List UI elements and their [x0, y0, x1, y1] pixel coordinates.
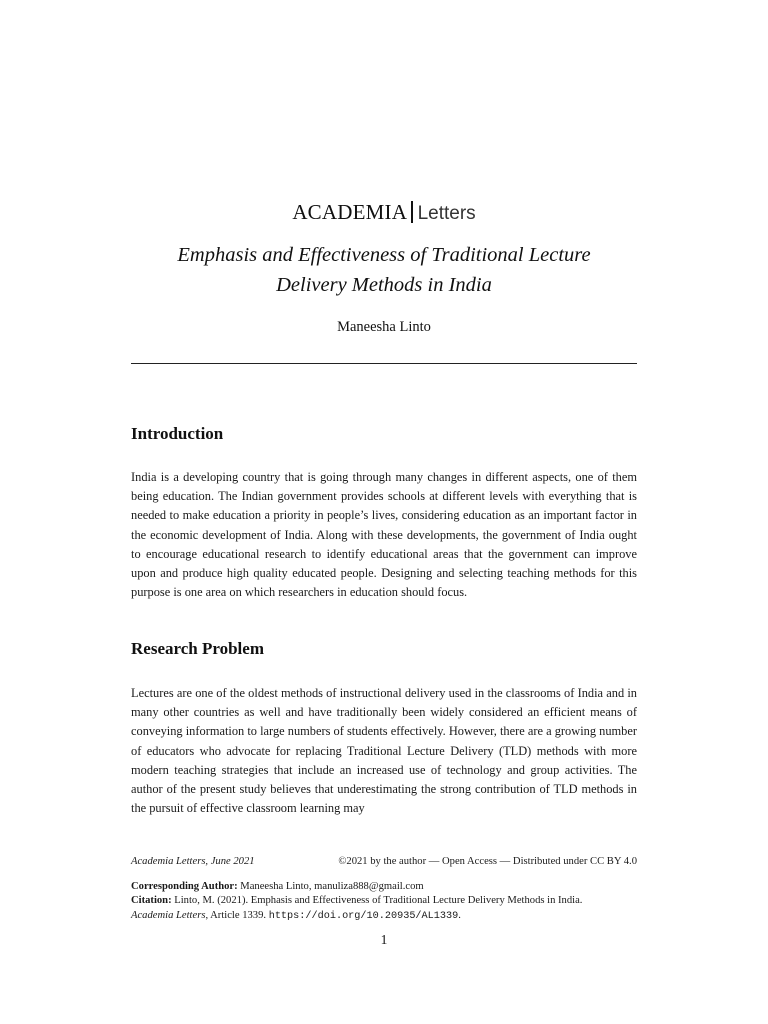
- citation-label: Citation:: [131, 895, 172, 907]
- corresponding-value: Maneesha Linto, manuliza888@gmail.com: [240, 881, 424, 892]
- license-notice: ©2021 by the author — Open Access — Distributed under CC BY 4.0: [338, 856, 637, 867]
- page-number: 1: [380, 932, 388, 947]
- corresponding-author: [131, 880, 651, 894]
- citation: [131, 894, 651, 908]
- masthead-divider: [411, 201, 413, 223]
- citation-doi-link[interactable]: https://doi.org/10.20935/AL1339: [268, 910, 459, 922]
- citation-continued: [131, 909, 651, 924]
- citation-value: Linto, M. (2021). Emphasis and Effectiveness of Traditional Lecture Delivery Methods in India.: [174, 895, 583, 907]
- journal-series: Letters: [417, 203, 476, 224]
- footer-journal-line: [131, 855, 637, 869]
- article-title-line-2: Delivery Methods in India: [276, 274, 492, 296]
- section-research-problem: [131, 638, 637, 818]
- article-author: Maneesha Linto: [337, 319, 431, 335]
- section-body: Lectures are one of the oldest methods of instructional delivery used in the classrooms of India and in many other countries as well and have traditionally been widely considered an efficient means of conveying information to large numbers of students effectively. However, there are a growing number of educators who advocate for replacing Traditional Lecture Delivery (TLD) methods with more modern teaching strategies that include an increased use of technology and group activities. The author of the present study believes that underestimating the strong contribution of TLD methods in the pursuit of effective classroom learning may: [131, 686, 637, 816]
- journal-date: Academia Letters, June 2021: [131, 856, 255, 867]
- section-heading: Introduction: [131, 424, 224, 443]
- footer-meta: [131, 880, 651, 924]
- citation-journal: Academia Letters: [131, 909, 206, 921]
- title-divider: [131, 363, 637, 364]
- citation-article: , Article 1339.: [205, 909, 269, 921]
- article-title: [110, 240, 658, 300]
- article-title-line-1: Emphasis and Effectiveness of Traditional Lecture: [177, 244, 591, 266]
- section-heading: Research Problem: [131, 639, 264, 658]
- section-body: India is a developing country that is going through many changes in different aspects, one of them being education. The Indian government provides schools at different levels with everything that is needed to make education a priority in people’s lives, considering education as an important factor in the economic development of India. Along with these developments, the government of India ought to encourage educational research to identify educational areas that the government can improve upon and produce high quality educated people. Designing and selecting teaching methods for this purpose is one area on which researchers in education should focus.: [131, 470, 637, 600]
- citation-end: .: [458, 909, 461, 921]
- section-introduction: [131, 423, 637, 602]
- journal-brand: ACADEMIA: [292, 200, 408, 224]
- journal-masthead: [0, 198, 768, 228]
- corresponding-label: Corresponding Author:: [131, 881, 238, 892]
